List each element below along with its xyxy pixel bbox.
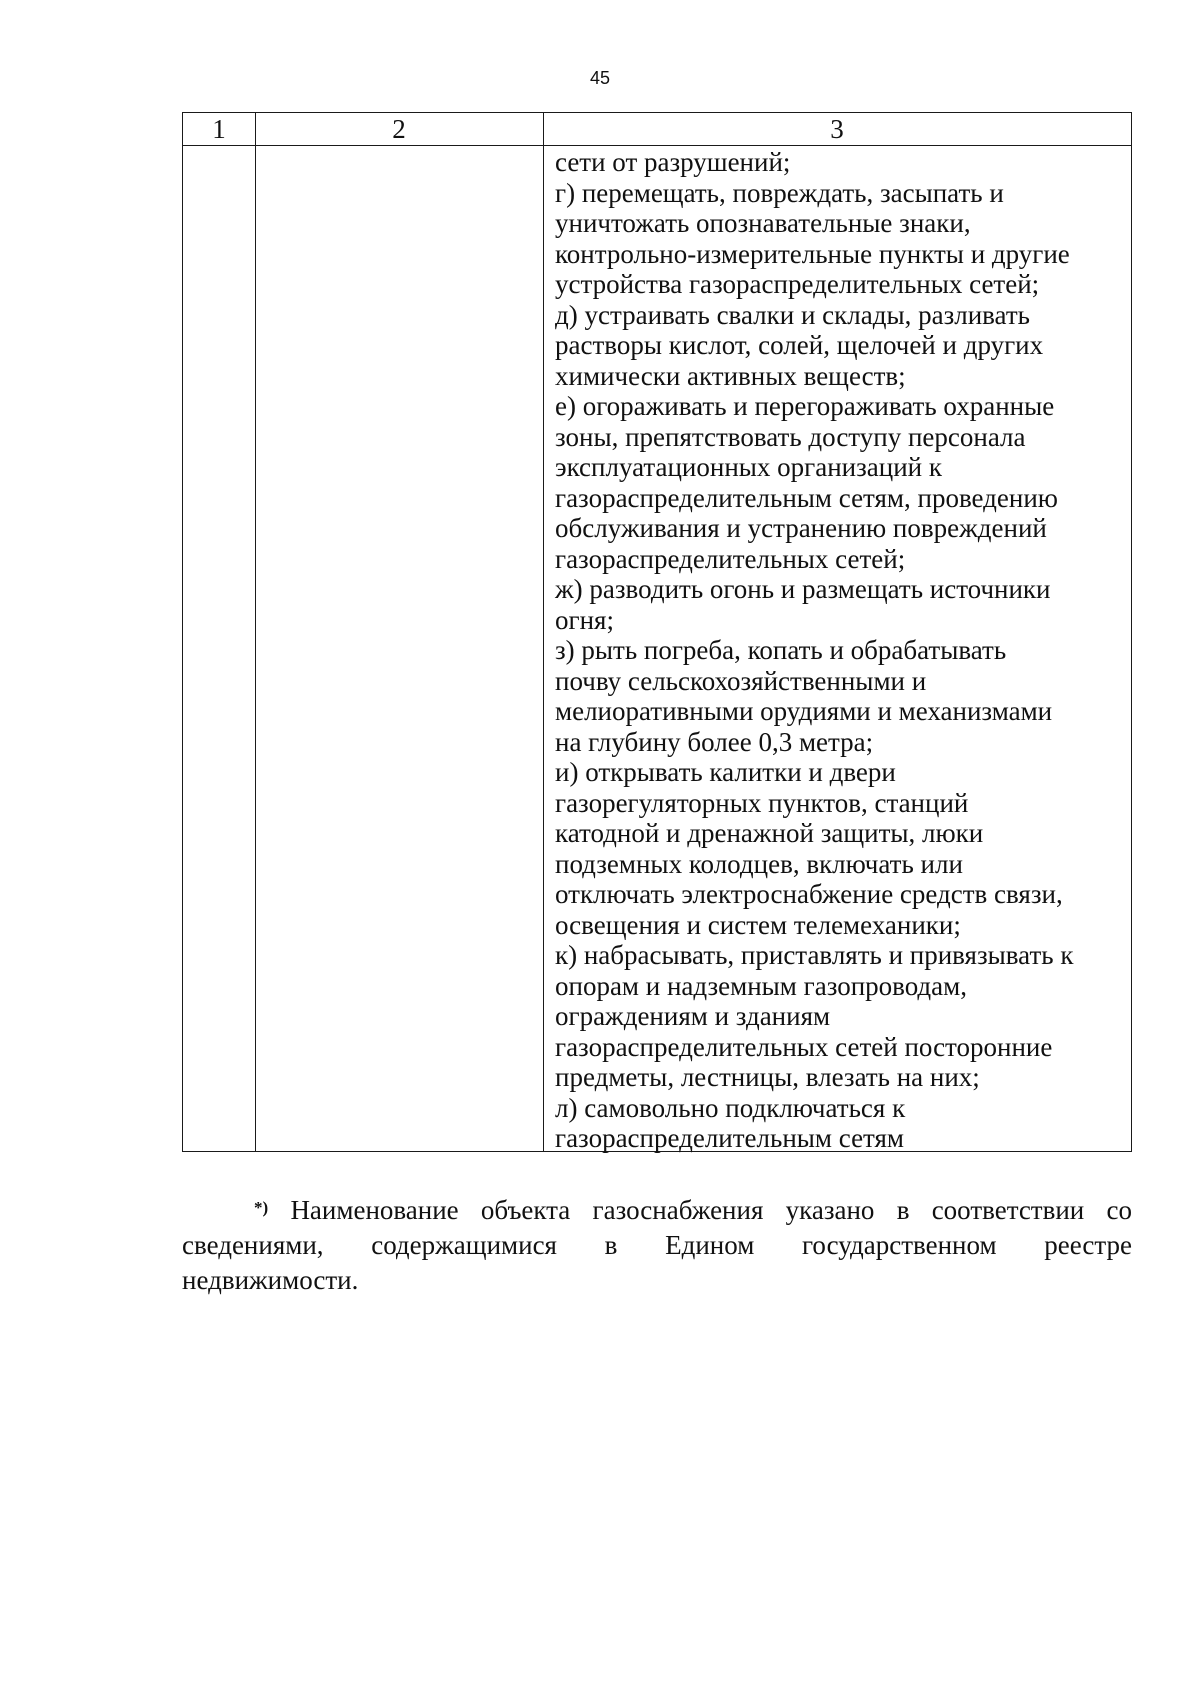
table-cell-line: освещения и систем телемеханики; xyxy=(555,909,961,940)
table-cell-line: ограждениям и зданиям xyxy=(555,1001,831,1031)
table-column-divider-1 xyxy=(255,113,256,1151)
page-number: 45 xyxy=(589,68,611,88)
table-cell-line: л) самовольно подключаться к xyxy=(555,1092,906,1123)
table-cell-line: газораспределительным сетям xyxy=(555,1123,904,1153)
table-cell-line: отключать электроснабжение средств связи, xyxy=(555,879,1063,909)
table-cell-line: подземных колодцев, включать или xyxy=(555,848,963,879)
table-cell-line: контрольно-измерительные пункты и другие xyxy=(555,238,1070,269)
footnote-text-1: Наименование объекта газоснабжения указано в соответствии со xyxy=(290,1195,1133,1225)
table-cell-line: эксплуатационных организаций к xyxy=(555,452,942,482)
table-header-col-2: 2 xyxy=(392,114,406,144)
footnote-line-3: недвижимости. xyxy=(182,1265,359,1295)
table-cell-line: растворы кислот, солей, щелочей и других xyxy=(555,330,1044,360)
table-cell-line: химически активных веществ; xyxy=(555,360,906,391)
table-cell-line: газораспределительных сетей; xyxy=(555,543,906,574)
footnote xyxy=(182,1190,1132,1298)
table-cell-line: газораспределительных сетей посторонние xyxy=(555,1031,1053,1062)
table-cell-line: предметы, лестницы, влезать на них; xyxy=(555,1062,980,1092)
table-column-divider-2 xyxy=(543,113,544,1151)
footnote-marker: *) xyxy=(254,1198,269,1217)
table-header-col-1: 1 xyxy=(212,114,226,144)
table-cell-line: огня; xyxy=(555,604,614,635)
table-cell-line: к) набрасывать, приставлять и привязывать к xyxy=(555,940,1074,970)
table-cell-line: на глубину более 0,3 метра; xyxy=(555,726,874,757)
table-cell-line: уничтожать опознавательные знаки, xyxy=(555,208,971,238)
table-header-col-3: 3 xyxy=(830,114,844,144)
table-header-divider xyxy=(183,145,1131,146)
table-cell-line: д) устраивать свалки и склады, разливать xyxy=(555,299,1030,330)
table-cell-line: и) открывать калитки и двери xyxy=(555,757,896,787)
table-cell-line: г) перемещать, повреждать, засыпать и xyxy=(555,177,1004,208)
table-cell-line: опорам и надземным газопроводам, xyxy=(555,970,967,1001)
table-cell-line: сети от разрушений; xyxy=(555,147,791,177)
table-cell-line: зоны, препятствовать доступу персонала xyxy=(555,421,1026,452)
table-cell-line: з) рыть погреба, копать и обрабатывать xyxy=(555,635,1007,665)
footnote-line-2: сведениями, содержащимися в Едином государственном реестре xyxy=(182,1230,1132,1260)
table-cell-line: газорегуляторных пунктов, станций xyxy=(555,787,969,818)
table-cell-line: катодной и дренажной защиты, люки xyxy=(555,818,984,848)
table-cell-col-3 xyxy=(555,147,1131,1154)
restrictions-table xyxy=(182,112,1132,1152)
table-cell-line: е) огораживать и перегораживать охранные xyxy=(555,391,1055,421)
table-cell-line: устройства газораспределительных сетей; xyxy=(555,269,1040,299)
footnote-line-1 xyxy=(182,1190,1132,1228)
table-cell-line: почву сельскохозяйственными и xyxy=(555,665,927,696)
table-cell-line: газораспределительным сетям, проведению xyxy=(555,482,1058,513)
table-cell-line: обслуживания и устранению повреждений xyxy=(555,513,1047,543)
table-cell-line: мелиоративными орудиями и механизмами xyxy=(555,696,1053,726)
table-cell-line: ж) разводить огонь и размещать источники xyxy=(555,574,1051,604)
